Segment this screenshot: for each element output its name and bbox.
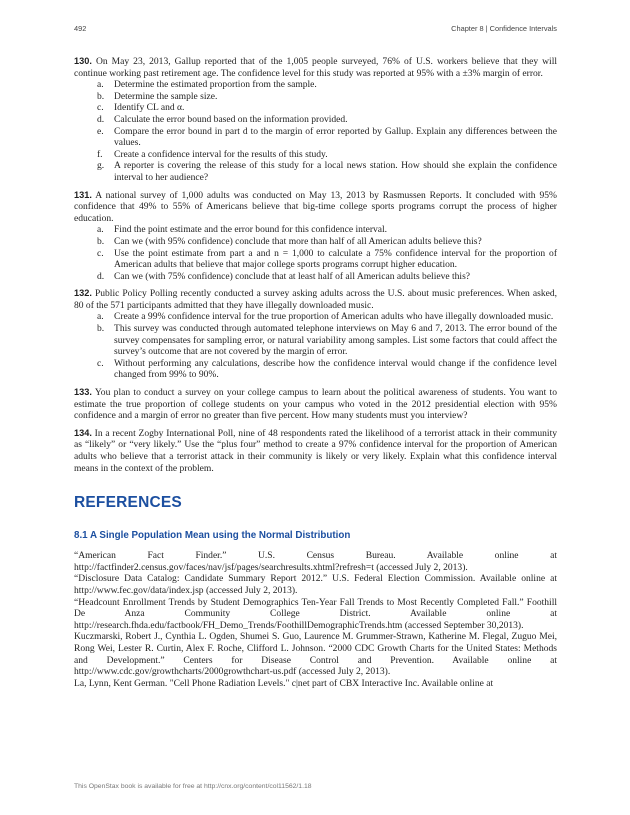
exercise-part [74,149,557,161]
part-text: Calculate the error bound based on the information provided. [114,113,348,125]
page-content [74,56,557,689]
references-heading: REFERENCES [74,494,182,512]
part-text: Create a 99% confidence interval for the true proportion of American adults who have illegally downloaded music. [114,311,554,323]
reference-item: “Headcount Enrollment Trends by Student Demographics Ten-Year Fall Trends to Most Recently Completed Fall.” Foothill De Anza Community College District. Available online at http://research.fhda.edu/factbook/FH_Demo_Trends/FoothillDemographicTrends.htm (accessed September 30,2013). [74,596,557,631]
exercise-part [74,114,557,126]
part-text: A reporter is covering the release of this study for a local news station. How should she explain the confidence interval to her audience? [114,160,557,183]
exercise-stem [74,190,557,225]
exercise-text: You plan to conduct a survey on your college campus to learn about the political awareness of students. You want to estimate the true proportion of college students on your campus who voted in the 2012 presidential election with 95% confidence and a margin of error no greater than five percent. How many students must you interview? [74,387,557,422]
exercise-132 [74,288,557,381]
exercise-part [74,126,557,149]
exercise-number: 131. [74,189,92,200]
part-text: Identify CL and α. [114,102,185,114]
part-text: Can we (with 95% confidence) conclude that more than half of all American adults believe this? [114,235,482,247]
part-letter: a. [97,224,104,236]
part-letter: e. [97,125,104,137]
reference-item: “Disclosure Data Catalog: Candidate Summary Report 2012.” U.S. Federal Election Commission. Available online at http://www.fec.gov/data/index.jsp (accessed July 2, 2013). [74,573,557,596]
chapter-title: Chapter 8 | Confidence Intervals [451,24,557,33]
exercise-text: Public Policy Polling recently conducted a survey asking adults across the U.S. about music preferences. When asked, 80 of the 571 participants admitted that they have illegally downloaded music. [74,288,557,311]
exercise-part [74,91,557,103]
exercise-130 [74,56,557,184]
exercise-parts [74,79,557,183]
reference-item: Kuczmarski, Robert J., Cynthia L. Ogden, Shumei S. Guo, Laurence M. Grummer-Strawn, Katherine M. Flegal, Zuguo Mei, Rong Wei, Lester R. Curtin, Alex F. Roche, Clifford L. Johnson. “2000 CDC Growth Charts for the United States: Methods and Development.” Centers for Disease Control and Prevention. Available online at http://www.cdc.gov/growthcharts/2000growthchart-us.pdf (accessed July 2, 2013). [74,631,557,678]
exercise-part [74,79,557,91]
part-letter: a. [97,79,104,91]
part-letter: b. [97,90,105,102]
part-text: Without performing any calculations, describe how the confidence interval would change if the confidence level changed from 99% to 90%. [114,357,557,381]
exercise-number: 134. [74,427,92,438]
part-letter: f. [97,148,103,160]
exercise-part [74,358,557,381]
exercise-part [74,236,557,248]
exercise-stem [74,387,557,422]
part-text: Compare the error bound in part d to the margin of error reported by Gallup. Explain any differences between the values. [114,125,557,149]
exercise-text: In a recent Zogby International Poll, nine of 48 respondents rated the likelihood of a terrorist attack in their community as “likely” or “very likely.” Use the “plus four” method to create a 97% confidence interval for the proportion of American adults who believe that a terrorist attack in their community is likely or very likely. Explain what this confidence interval means in the context of the problem. [74,427,558,474]
reference-item: La, Lynn, Kent German. "Cell Phone Radiation Levels." c|net part of CBX Interactive Inc. Available online at [74,677,494,689]
exercise-part [74,160,557,183]
references-section-title: 8.1 A Single Population Mean using the Normal Distribution [74,530,351,542]
exercise-number: 130. [74,56,92,66]
part-letter: d. [97,270,105,282]
reference-item: “American Fact Finder.” U.S. Census Bureau. Available online at http://factfinder2.census.gov/faces/nav/jsf/pages/searchresults.xhtml?refresh=t (accessed July 2, 2013). [74,550,557,573]
part-letter: c. [97,357,104,369]
part-letter: c. [97,102,104,114]
part-text: Can we (with 75% confidence) conclude that at least half of all American adults believe this? [114,270,471,282]
exercise-stem [74,428,557,474]
exercise-part [74,311,557,323]
part-letter: c. [97,247,104,259]
part-text: Create a confidence interval for the results of this study. [114,148,328,160]
exercise-number: 132. [74,288,92,299]
exercise-stem [74,288,557,311]
part-letter: d. [97,113,105,125]
exercise-134 [74,428,557,474]
running-header [74,24,557,36]
part-text: This survey was conducted through automated telephone interviews on May 6 and 7, 2013. The error bound of the survey compensates for sampling error, or natural variability among samples. List some factors that could affect the survey’s outcome that are not covered by the margin of error. [114,323,557,358]
exercise-parts [74,311,557,381]
exercise-part [74,102,557,114]
exercise-parts [74,224,557,282]
exercise-text: On May 23, 2013, Gallup reported that of the 1,005 people surveyed, 76% of U.S. workers believe that they will continue working past retirement age. The confidence level for this study was reported at 95% with a ±3% margin of error. [74,56,558,79]
part-letter: b. [97,235,105,247]
part-letter: g. [97,160,105,172]
exercise-part [74,323,557,358]
part-text: Determine the estimated proportion from the sample. [114,79,317,91]
part-text: Find the point estimate and the error bound for this confidence interval. [114,224,388,236]
part-text: Use the point estimate from part a and n = 1,000 to calculate a 75% confidence interval for the proportion of American adults that believe that major college sports programs corrupt higher education. [114,247,557,271]
exercise-part [74,224,557,236]
exercise-133 [74,387,557,422]
part-letter: a. [97,311,104,323]
exercise-part [74,271,557,283]
exercise-stem [74,56,557,79]
page-number: 492 [74,24,87,33]
part-text: Determine the sample size. [114,90,218,102]
page-footer: This OpenStax book is available for free at http://cnx.org/content/col11562/1.18 [74,783,312,790]
exercise-part [74,248,557,271]
exercise-number: 133. [74,387,92,398]
exercise-131 [74,190,557,283]
exercise-text: A national survey of 1,000 adults was conducted on May 13, 2013 by Rasmussen Reports. It concluded with 95% confidence that 49% to 55% of Americans believe that big-time college sports programs corrupt the process of higher education. [74,189,557,224]
part-letter: b. [97,323,105,335]
